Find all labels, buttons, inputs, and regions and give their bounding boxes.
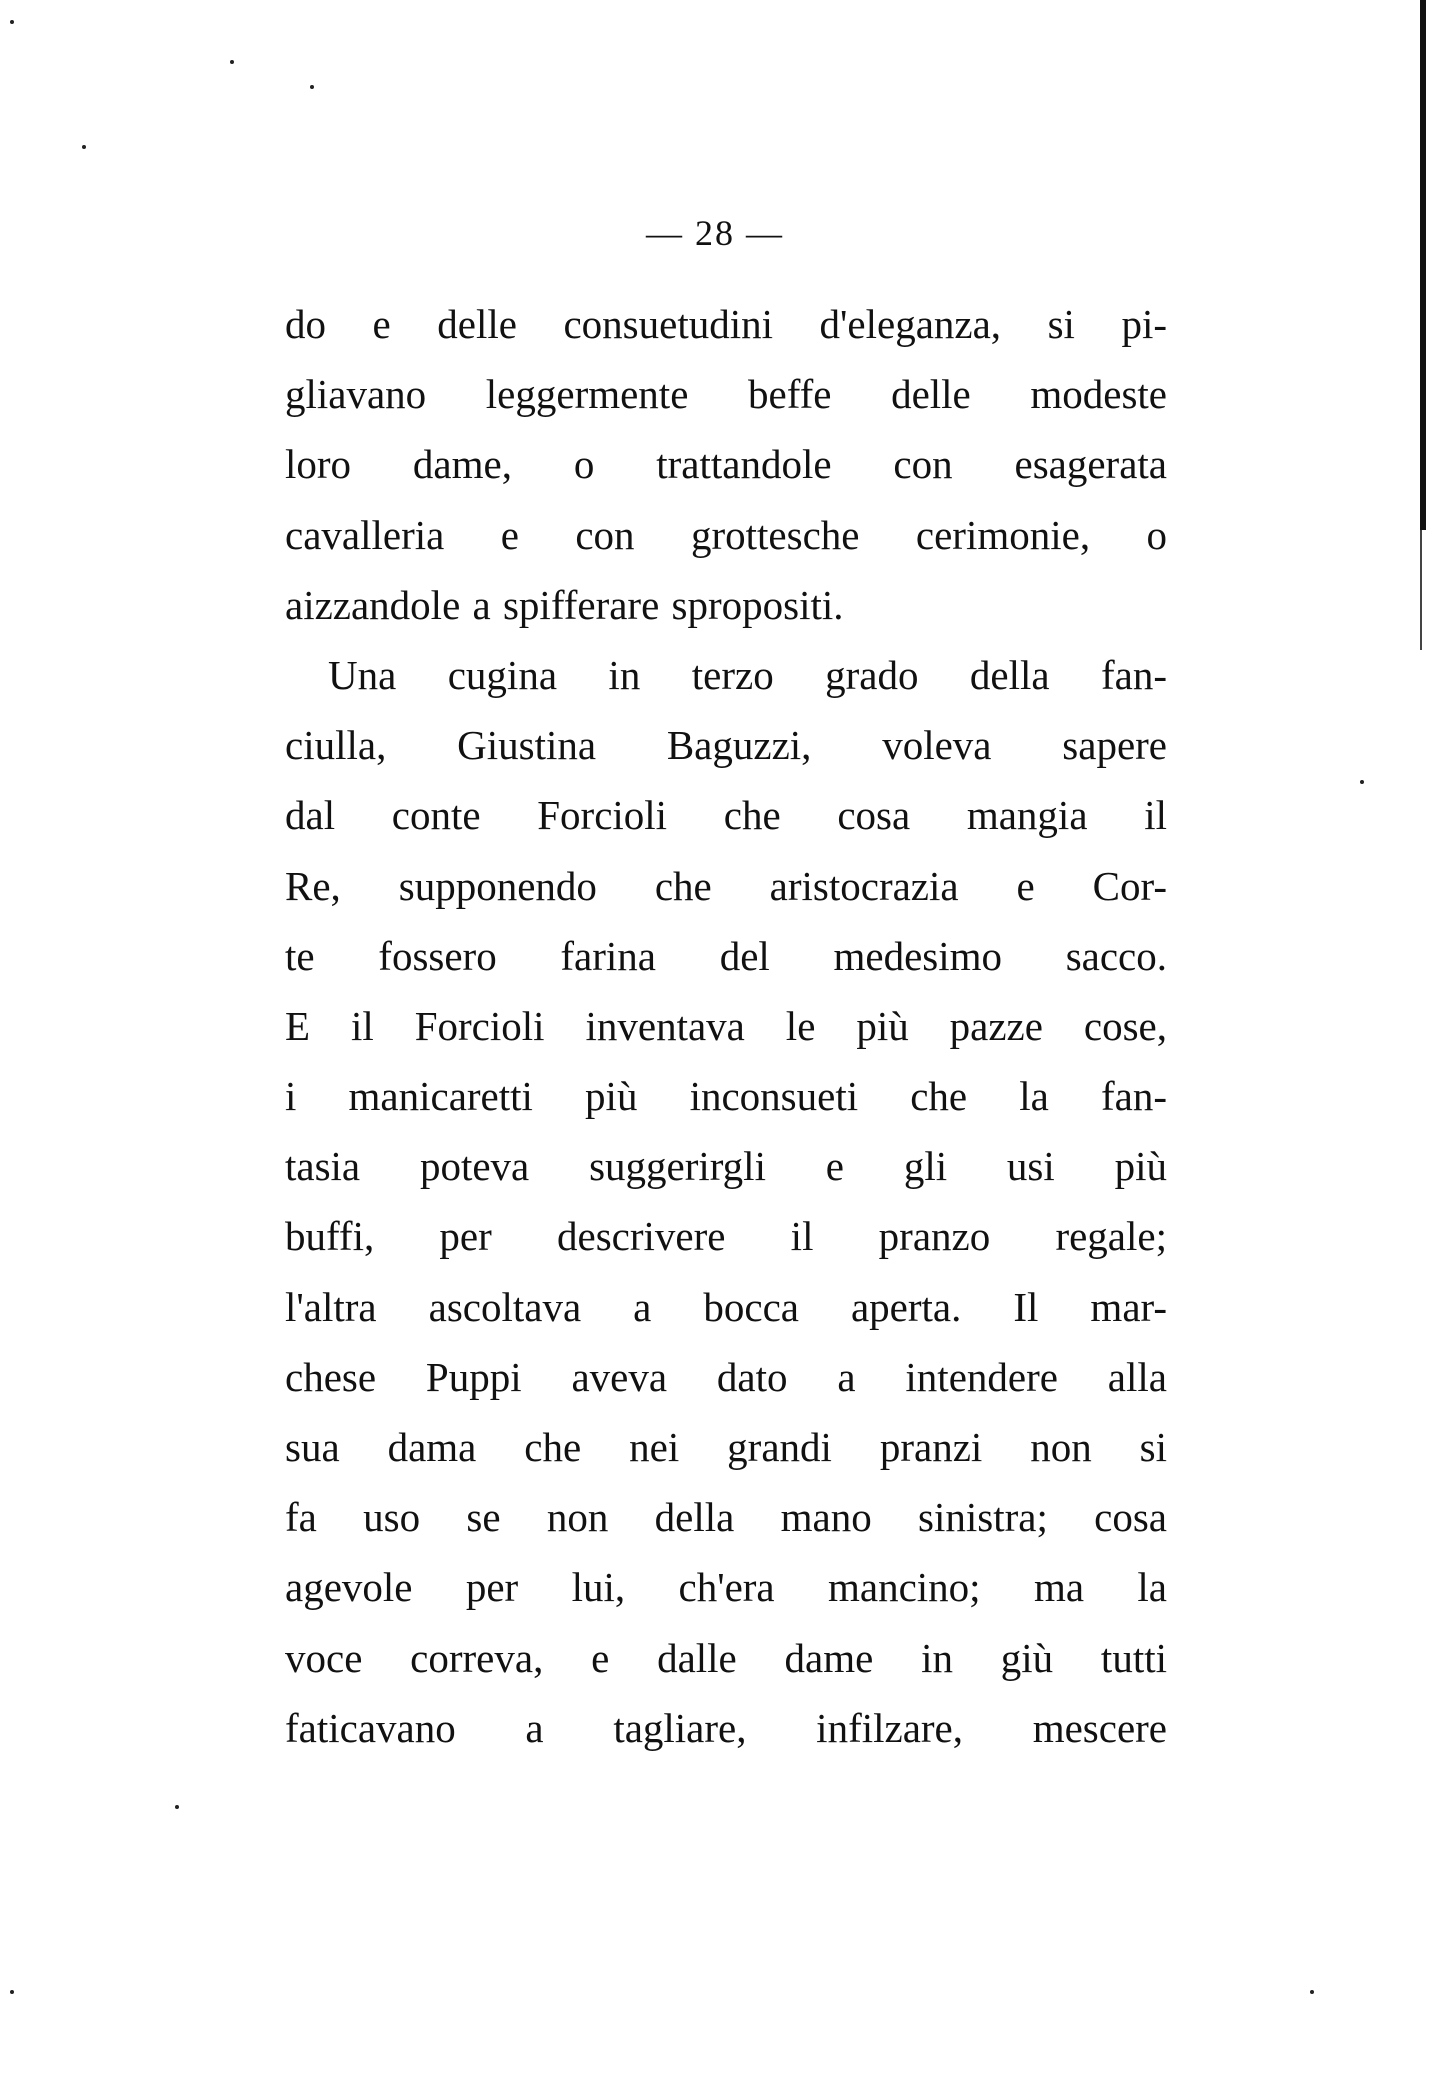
text-line: Re, supponendo che aristocrazia e Cor-	[285, 862, 1167, 909]
text-line: l'altra ascoltava a bocca aperta. Il mar-	[285, 1283, 1167, 1330]
body-text	[285, 298, 1167, 1772]
text-line: faticavano a tagliare, infilzare, mescere	[285, 1704, 1167, 1751]
text-line: fa uso se non della mano sinistra; cosa	[285, 1494, 1167, 1541]
scan-speck	[10, 1990, 14, 1994]
text-line: voce correva, e dalle dame in giù tutti	[285, 1634, 1167, 1681]
text-line: do e delle consuetudini d'eleganza, si pi-	[285, 301, 1167, 347]
text-line: Una cugina in terzo grado della fan-	[328, 651, 1167, 698]
text-line: i manicaretti più inconsueti che la fan-	[285, 1073, 1167, 1120]
scan-edge-shadow	[1420, 0, 1426, 530]
text-line: buffi, per descrivere il pranzo regale;	[285, 1213, 1167, 1260]
scan-speck	[230, 60, 234, 64]
scan-speck	[1360, 780, 1364, 784]
scan-speck	[82, 145, 86, 149]
page-number: — 28 —	[646, 213, 784, 253]
text-line: E il Forcioli inventava le più pazze cose,	[285, 1002, 1167, 1049]
scan-speck	[310, 85, 314, 89]
text-line: sua dama che nei grandi pranzi non si	[285, 1424, 1167, 1470]
scan-speck	[10, 20, 14, 24]
text-line: tasia poteva suggerirgli e gli usi più	[285, 1143, 1167, 1190]
text-line: agevole per lui, ch'era mancino; ma la	[285, 1564, 1167, 1611]
text-line: cavalleria e con grottesche cerimonie, o	[285, 511, 1167, 558]
text-line: ciulla, Giustina Baguzzi, voleva sapere	[285, 722, 1167, 769]
text-line: gliavano leggermente beffe delle modeste	[285, 371, 1167, 418]
text-line: aizzandole a spifferare spropositi.	[285, 581, 844, 628]
text-line: loro dame, o trattandole con esagerata	[285, 441, 1167, 488]
text-line: te fossero farina del medesimo sacco.	[285, 932, 1167, 979]
scan-speck	[1310, 1990, 1314, 1994]
scan-edge-shadow-faint	[1420, 530, 1422, 650]
text-line: dal conte Forcioli che cosa mangia il	[285, 792, 1167, 839]
text-line: chese Puppi aveva dato a intendere alla	[285, 1353, 1167, 1400]
scan-speck	[175, 1805, 179, 1809]
